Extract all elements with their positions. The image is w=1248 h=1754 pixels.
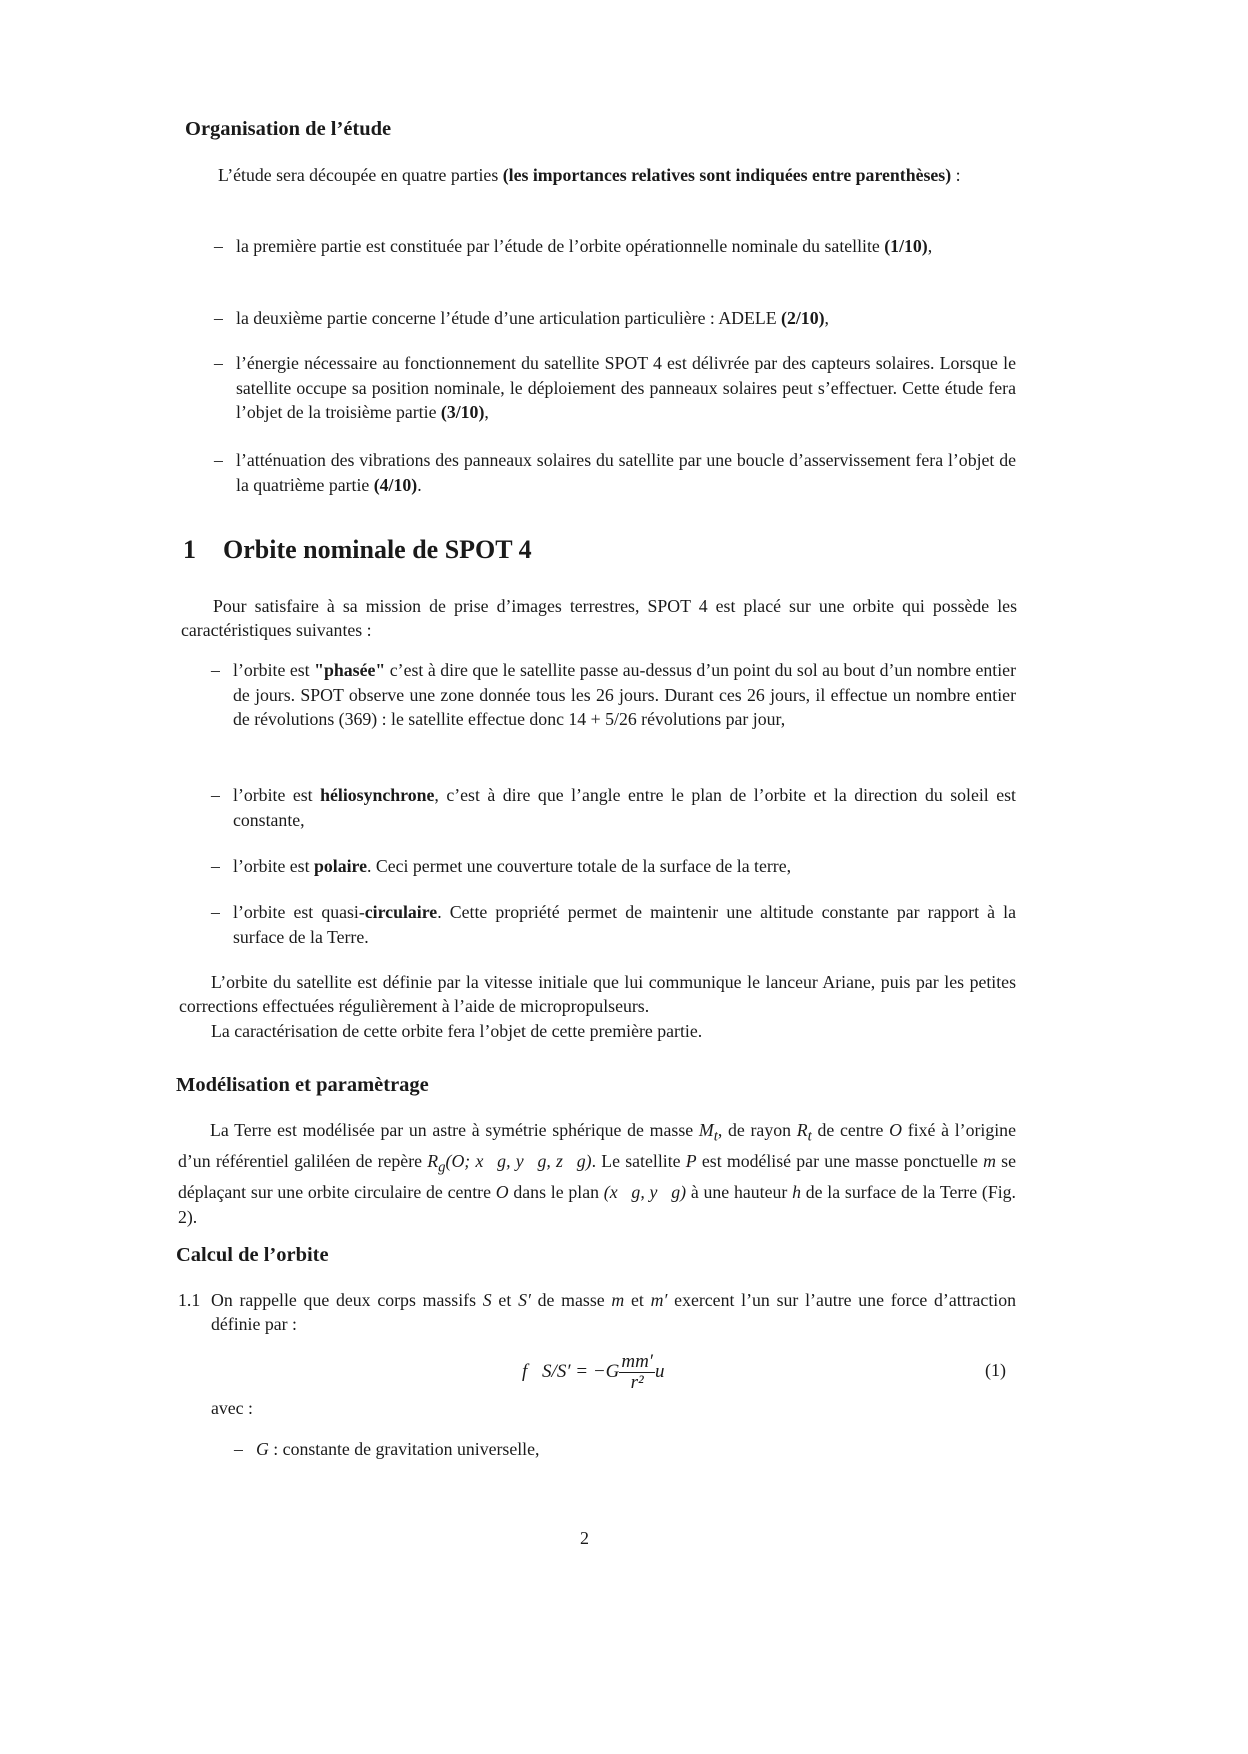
text: de masse [530,1290,612,1310]
study-heading: Organisation de l’étude [185,118,392,140]
text: dans le plan [508,1182,604,1203]
math-mprime: m′ [650,1290,668,1310]
text: à une hauteur [686,1182,793,1203]
text: fixé à l’origine d’un référentiel galiléen de repère [178,1120,1016,1172]
math-args: (O; x⃗g, y⃗g, z⃗g) [445,1151,592,1172]
orbit-item-phased [211,658,1016,732]
text: est modélisé par une masse ponctuelle [696,1151,984,1172]
page-number: 2 [580,1528,589,1548]
item-end: , [927,236,933,256]
question-1-1 [178,1288,1016,1336]
orbit-item-heliosync [211,783,1016,832]
item-text: l’atténuation des vibrations des panneaux solaires du satellite par une boucle d’asservissement fera l’objet de la quatrième partie [236,450,1016,495]
question-number: 1.1 [178,1290,201,1310]
fraction-denominator: r² [630,1372,644,1393]
math-frame [427,1151,592,1176]
text: et [491,1290,519,1310]
study-intro-end: : [951,165,961,185]
question-text [211,1288,1016,1336]
section-title-text: Orbite nominale de SPOT 4 [223,535,532,564]
math-O: O [889,1120,902,1140]
math-sub: t [713,1128,718,1145]
math-m: m [611,1290,625,1310]
item-end: , [484,402,489,422]
math-S: S [482,1290,492,1310]
math-Sprime: S′ [518,1290,531,1310]
math-O: O [495,1182,509,1203]
text: et [624,1290,651,1310]
equation-lhs: f⃗S/S′ = −G [522,1360,620,1382]
math-h: h [792,1182,801,1203]
text: On rappelle que deux corps massifs [211,1290,483,1310]
item-text: l’orbite est [233,660,315,680]
item-text-rest: , c’est à dire que l’angle entre le plan de l’orbite et la direction du soleil est constante, [233,785,1016,830]
dash: – [211,785,220,805]
item-text: la première partie est constituée par l’étude de l’orbite opérationnelle nominale du satellite [236,236,885,256]
item-text: l’orbite est quasi- [233,902,365,922]
math-Rt [796,1120,812,1145]
dash: – [214,450,223,470]
text: de centre [811,1120,890,1140]
dash: – [214,353,223,373]
study-item-4 [214,448,1016,497]
text: , de rayon [717,1120,797,1140]
math-symbol: R [796,1120,808,1140]
item-text-rest: . Cette propriété permet de maintenir une altitude constante par rapport à la surface de la Terre. [233,902,1016,947]
dash: – [214,308,223,328]
item-weight: (2/10) [781,308,825,328]
text: se déplaçant sur une orbite circulaire de centre [178,1151,1016,1203]
text: . Le satellite [591,1151,686,1172]
item-text: : constante de gravitation universelle, [268,1439,540,1459]
item-bold: héliosynchrone [320,785,435,805]
avec-label: avec : [211,1398,253,1418]
equation-rhs: u⃗ [654,1360,680,1382]
math-sub: t [807,1128,812,1145]
item-text: l’orbite est [233,856,314,876]
text: La Terre est modélisée par un astre à symétrie sphérique de masse [210,1120,699,1140]
item-text-rest: . Ceci permet une couverture totale de la surface de la terre, [367,856,792,876]
dash: – [234,1439,243,1459]
math-symbol: M [698,1120,714,1140]
equation-1 [522,1352,679,1393]
item-bold: polaire [313,856,367,876]
math-Mt [698,1120,718,1145]
text: exercent l’un sur l’autre une force d’attraction définie par : [211,1290,1016,1334]
study-item-2 [214,306,1016,331]
dash: – [211,856,220,876]
fraction-numerator: mm′ [621,1351,653,1372]
math-sub: g [438,1159,446,1176]
section-intro: Pour satisfaire à sa mission de prise d’images terrestres, SPOT 4 est placé sur une orbite qui possède les caractéristiques suivantes : [181,596,1017,640]
study-item-3 [214,351,1016,425]
modelisation-heading: Modélisation et paramètrage [176,1074,429,1096]
item-end: . [417,474,422,495]
section-title [183,535,532,565]
dash: – [211,902,220,922]
study-intro-text: L’étude sera découpée en quatre parties [218,165,503,185]
item-end: , [824,308,829,328]
dash: – [214,236,223,256]
item-weight: (4/10) [373,474,418,495]
orbit-definition-paragraph: L’orbite du satellite est définie par la vitesse initiale que lui communique le lanceur Ariane, puis par les petites corrections effectuées régulièrement à l’aide de micropropulseurs. [179,972,1016,1016]
study-item-1 [214,234,1016,259]
study-intro [184,163,1016,187]
math-m: m [983,1151,996,1172]
equation-label: (1) [985,1360,1006,1380]
item-text: la deuxième partie concerne l’étude d’une articulation particulière : ADELE [236,308,782,328]
item-text: l’orbite est [233,785,321,805]
study-intro-bold: (les importances relatives sont indiquées entre parenthèses) [502,165,952,185]
orbit-closing-paragraph: La caractérisation de cette orbite fera l’objet de cette première partie. [211,1021,703,1041]
equation-fraction [619,1352,655,1393]
modelisation-paragraph [178,1118,1016,1229]
item-bold: "phasée" [314,660,386,680]
item-bold: circulaire [364,902,438,922]
calcul-heading: Calcul de l’orbite [176,1244,329,1266]
item-text-rest: c’est à dire que le satellite passe au-dessus d’un point du sol au bout d’un nombre entier de jours. SPOT observe une zone donnée tous les 26 jours. Durant ces 26 jours, il effectue un nombre entier de révolutions (369) : le satellite effectue donc 14 + 5/26 révolutions par jour, [233,660,1016,729]
math-P: P [685,1151,697,1172]
item-weight: (3/10) [440,402,485,422]
dash: – [211,660,220,680]
item-text: l’énergie nécessaire au fonctionnement du satellite SPOT 4 est délivrée par des capteurs solaires. Lorsque le satellite occupe sa position nominale, le déploiement des panneaux solaires peut s’effectuer. Cette étude fera l’objet de la troisième partie [236,353,1016,422]
math-G: G [256,1439,269,1459]
orbit-item-circular [211,900,1016,949]
item-weight: (1/10) [884,236,928,256]
text: de la surface de la Terre (Fig. 2). [178,1182,1016,1227]
math-plane: (x⃗g, y⃗g) [603,1182,687,1203]
orbit-item-polar [211,854,1016,879]
math-symbol: R [427,1151,439,1172]
section-number: 1 [183,535,196,564]
definition-item-G [234,1437,1016,1462]
